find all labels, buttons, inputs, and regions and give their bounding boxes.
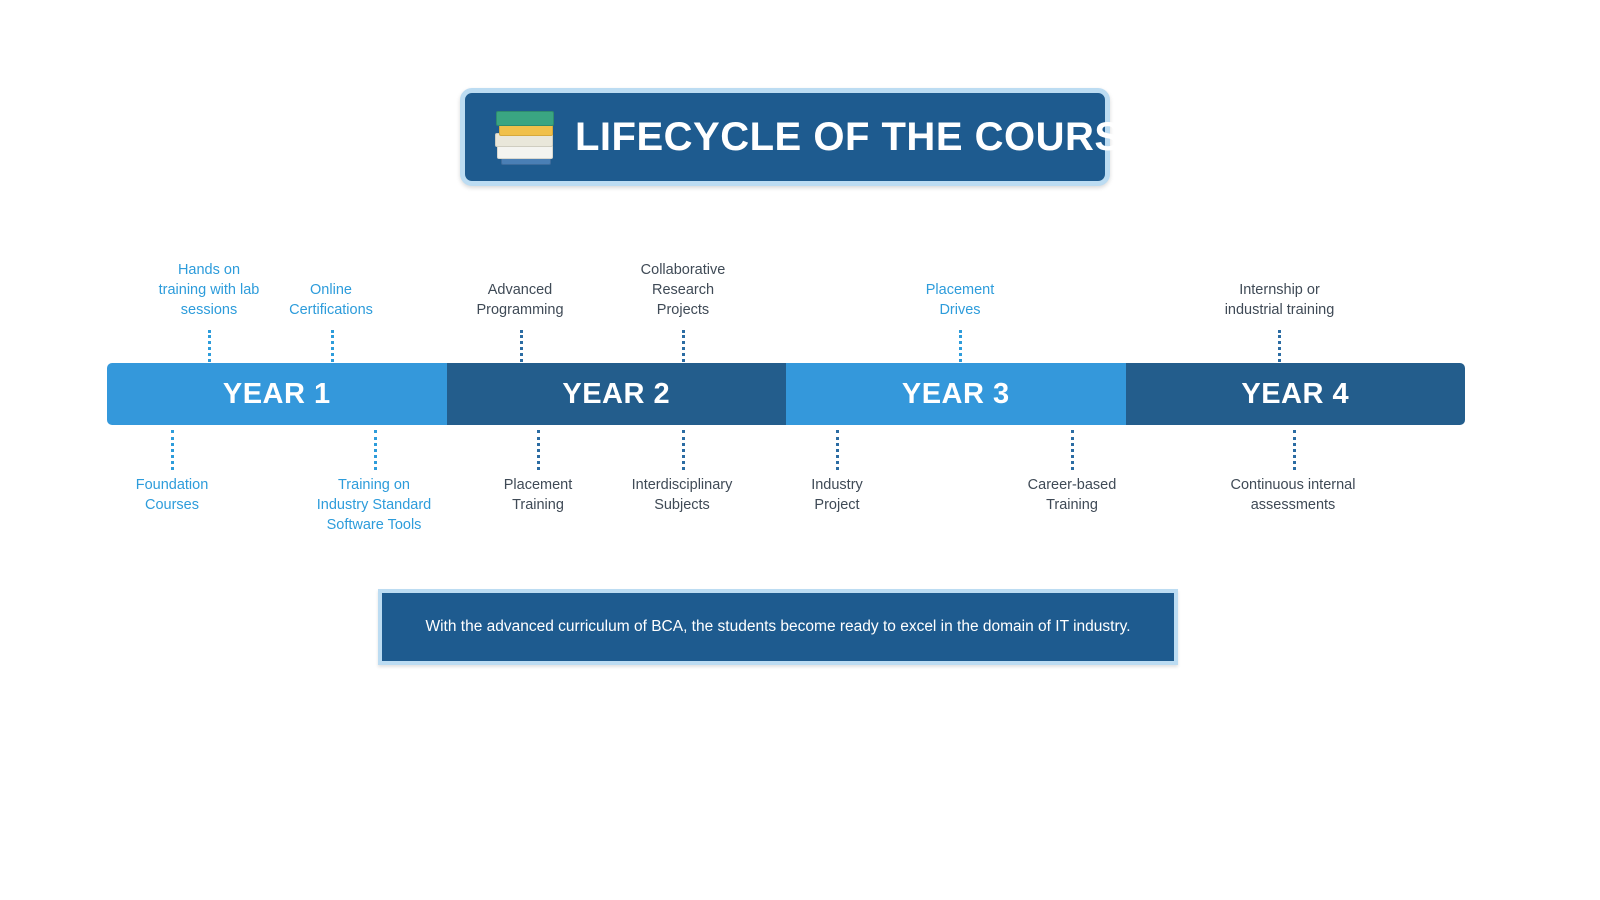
callout-below-4 [602,475,762,515]
callout-line: Industry [811,477,863,493]
leader-line-below-3 [537,430,543,470]
title-banner [460,88,1149,186]
callout-below-1 [92,475,252,515]
callout-line: Hands on [177,262,241,278]
callout-line: Software Tools [326,517,422,533]
callout-line: Project [814,497,860,513]
callout-line: Foundation [135,477,209,493]
callout-above-5 [880,280,1040,320]
callout-above-6 [1192,280,1367,320]
callout-above-2 [251,280,411,320]
callout-below-6 [992,475,1152,515]
callout-above-3 [440,280,600,320]
summary-note [378,589,1178,665]
callout-line: Certifications [289,302,373,318]
callout-line: Online [310,282,352,298]
callout-below-5 [757,475,917,515]
callout-line: Projects [656,302,710,318]
callout-line: Internship or [1239,282,1320,298]
leader-line-above-1 [208,330,214,362]
callout-line: Advanced [487,282,553,298]
callout-above-4 [603,260,763,320]
callout-line: Drives [939,302,981,318]
callout-below-2 [294,475,454,535]
callout-line: Placement [503,477,573,493]
callout-line: Placement [925,282,995,298]
timeline-bar [107,363,1465,425]
leader-line-above-2 [331,330,337,362]
callout-line: Subjects [654,497,710,513]
leader-line-above-6 [1278,330,1284,362]
timeline-segment-year-2[interactable]: YEAR 2 [447,363,787,425]
timeline-segment-year-1[interactable]: YEAR 1 [107,363,447,425]
callout-line: Training [1046,497,1098,513]
callout-line: Interdisciplinary [631,477,733,493]
callout-line: industrial training [1224,302,1335,318]
callout-line: Career-based [1027,477,1117,493]
timeline-segment-year-3[interactable]: YEAR 3 [786,363,1126,425]
leader-line-below-5 [836,430,842,470]
timeline-segment-year-4[interactable]: YEAR 4 [1126,363,1466,425]
leader-line-below-2 [374,430,380,470]
leader-line-below-1 [171,430,177,470]
leader-line-below-7 [1293,430,1299,470]
page-title: LIFECYCLE OF THE COURSE [575,114,1149,159]
callout-line: Programming [476,302,564,318]
callout-line: assessments [1250,497,1336,513]
leader-line-above-5 [959,330,965,362]
leader-line-above-4 [682,330,688,362]
callout-line: Research [651,282,715,298]
callout-line: training with lab [158,282,260,298]
leader-line-below-6 [1071,430,1077,470]
leader-line-above-3 [520,330,526,362]
callout-line: Training [512,497,564,513]
callout-line: Collaborative [640,262,726,278]
callout-line: Industry Standard [316,497,432,513]
summary-note-text: With the advanced curriculum of BCA, the students become ready to excel in the domain of IT industry. [425,618,1131,635]
callout-line: sessions [180,302,238,318]
leader-line-below-4 [682,430,688,470]
books-icon [493,109,555,165]
callout-line: Courses [145,497,199,513]
callout-line: Training on [337,477,410,493]
callout-below-7 [1203,475,1383,515]
callout-line: Continuous internal [1230,477,1356,493]
callout-below-3 [458,475,618,515]
